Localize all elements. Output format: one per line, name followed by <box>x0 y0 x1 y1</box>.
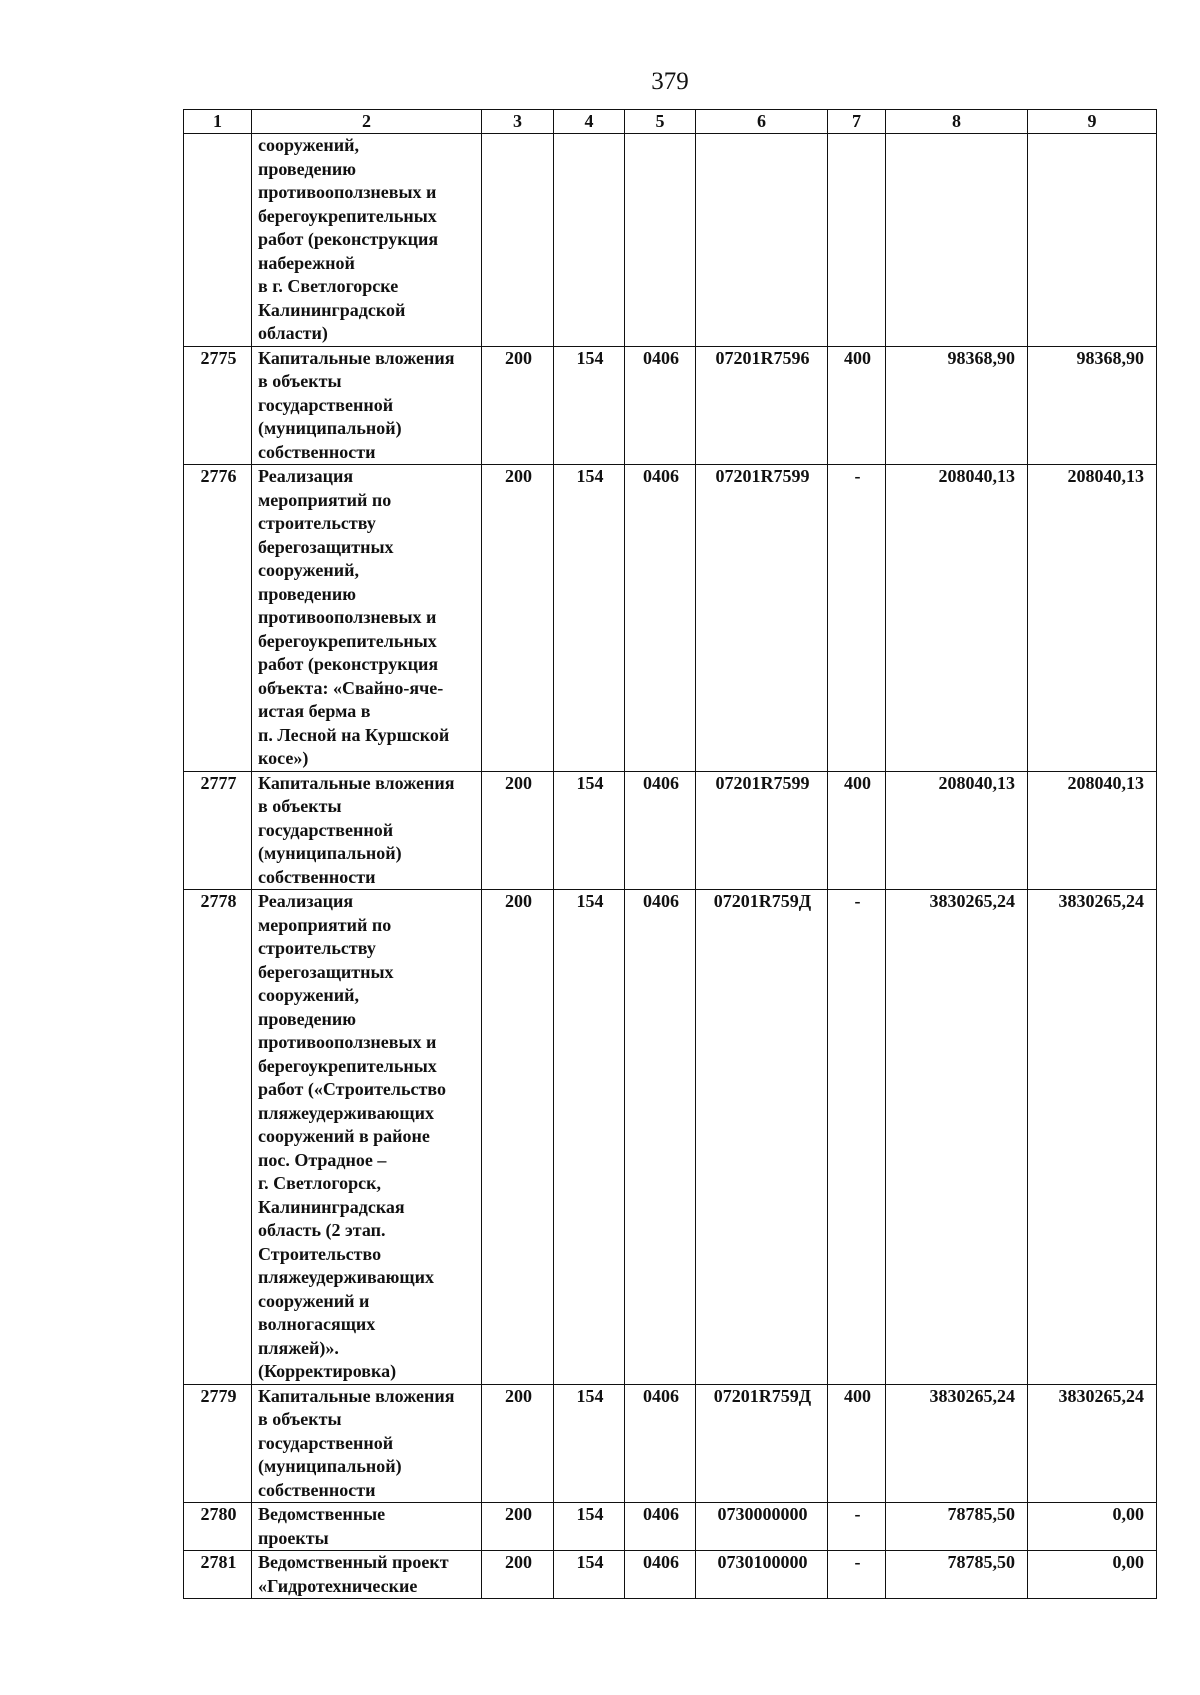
code-5-cell <box>625 134 696 347</box>
code-7-cell: - <box>828 1551 886 1599</box>
code-4-cell: 154 <box>554 1503 625 1551</box>
description-cell <box>252 134 482 347</box>
description-line: пляжеудерживающих <box>258 1267 435 1287</box>
description-line: мероприятий по <box>258 914 392 935</box>
table-row <box>184 1551 1157 1599</box>
code-6-cell: 0730000000 <box>696 1503 828 1551</box>
row-number-cell: 2781 <box>184 1551 252 1599</box>
description-line: г. Светлогорск, <box>258 1173 381 1193</box>
code-7-cell: 400 <box>828 771 886 890</box>
description-line: Строительство <box>258 1243 382 1264</box>
code-5-cell: 0406 <box>625 890 696 1385</box>
code-3-cell: 200 <box>482 771 554 890</box>
description-line: берегоукрепительных <box>258 205 437 226</box>
description-line: берегоукрепительных <box>258 1055 437 1076</box>
code-6-cell: 0730100000 <box>696 1551 828 1599</box>
amount-8-cell: 78785,50 <box>886 1503 1028 1551</box>
description-line: область (2 этап. <box>258 1220 386 1240</box>
table-row <box>184 890 1157 1385</box>
column-header: 9 <box>1028 110 1157 134</box>
description-line: проекты <box>258 1527 329 1548</box>
description-line: сооружений, <box>258 560 359 580</box>
description-line: объекта: «Свайно-яче- <box>258 677 444 698</box>
amount-9-cell: 0,00 <box>1028 1503 1157 1551</box>
description-line: Калининградской <box>258 299 406 320</box>
description-line: собственности <box>258 441 376 462</box>
code-4-cell: 154 <box>554 890 625 1385</box>
description-cell <box>252 1551 482 1599</box>
description-line: работ (реконструкция <box>258 654 439 674</box>
amount-9-cell: 3830265,24 <box>1028 1384 1157 1503</box>
code-3-cell: 200 <box>482 890 554 1385</box>
code-6-cell: 07201R7596 <box>696 346 828 465</box>
table-row <box>184 465 1157 772</box>
code-5-cell: 0406 <box>625 465 696 772</box>
code-6-cell: 07201R7599 <box>696 771 828 890</box>
amount-8-cell: 78785,50 <box>886 1551 1028 1599</box>
description-line: Капитальные вложения <box>258 772 455 793</box>
code-5-cell: 0406 <box>625 346 696 465</box>
row-number-cell: 2775 <box>184 346 252 465</box>
description-line: (муниципальной) <box>258 843 402 863</box>
description-line: Ведомственный проект <box>258 1552 449 1572</box>
description-line: Калининградская <box>258 1196 405 1217</box>
description-line: противооползневых и <box>258 182 437 202</box>
description-line: пляжеудерживающих <box>258 1102 435 1123</box>
amount-9-cell: 0,00 <box>1028 1551 1157 1599</box>
column-header: 1 <box>184 110 252 134</box>
code-3-cell <box>482 134 554 347</box>
column-header: 2 <box>252 110 482 134</box>
description-line: Капитальные вложения <box>258 347 455 368</box>
code-4-cell <box>554 134 625 347</box>
code-5-cell: 0406 <box>625 1503 696 1551</box>
description-line: строительству <box>258 938 376 958</box>
description-line: Реализация <box>258 466 354 486</box>
amount-8-cell: 208040,13 <box>886 465 1028 772</box>
code-3-cell: 200 <box>482 1551 554 1599</box>
description-line: в объекты <box>258 796 342 816</box>
description-line: сооружений в районе <box>258 1126 430 1146</box>
description-cell <box>252 771 482 890</box>
description-line: в объекты <box>258 371 342 391</box>
description-line: волногасящих <box>258 1314 376 1334</box>
description-line: берегозащитных <box>258 961 394 982</box>
description-line: (муниципальной) <box>258 1456 402 1476</box>
table-row <box>184 1503 1157 1551</box>
code-7-cell: - <box>828 1503 886 1551</box>
code-7-cell <box>828 134 886 347</box>
code-6-cell: 07201R7599 <box>696 465 828 772</box>
column-header: 4 <box>554 110 625 134</box>
amount-9-cell: 98368,90 <box>1028 346 1157 465</box>
description-line: государственной <box>258 394 394 415</box>
description-line: собственности <box>258 1479 376 1500</box>
column-header: 5 <box>625 110 696 134</box>
code-5-cell: 0406 <box>625 771 696 890</box>
table-row <box>184 134 1157 347</box>
description-line: косе») <box>258 748 309 768</box>
code-4-cell: 154 <box>554 771 625 890</box>
code-6-cell <box>696 134 828 347</box>
description-line: проведению <box>258 158 356 179</box>
code-3-cell: 200 <box>482 346 554 465</box>
description-line: противооползневых и <box>258 1032 437 1052</box>
amount-9-cell: 208040,13 <box>1028 465 1157 772</box>
description-line: набережной <box>258 252 355 273</box>
table-row <box>184 771 1157 890</box>
column-header: 3 <box>482 110 554 134</box>
code-4-cell: 154 <box>554 1384 625 1503</box>
description-line: сооружений, <box>258 985 359 1005</box>
description-line: области) <box>258 323 328 343</box>
description-line: в г. Светлогорске <box>258 276 399 296</box>
description-cell <box>252 346 482 465</box>
amount-8-cell <box>886 134 1028 347</box>
code-4-cell: 154 <box>554 346 625 465</box>
description-line: государственной <box>258 1432 394 1453</box>
description-cell <box>252 890 482 1385</box>
description-line: берегозащитных <box>258 536 394 557</box>
description-line: противооползневых и <box>258 607 437 627</box>
description-line: пляжей)». <box>258 1337 339 1358</box>
description-line: мероприятий по <box>258 489 392 510</box>
description-line: проведению <box>258 583 356 604</box>
description-line: в объекты <box>258 1409 342 1429</box>
code-3-cell: 200 <box>482 465 554 772</box>
description-line: истая берма в <box>258 701 371 721</box>
description-line: сооружений и <box>258 1290 370 1311</box>
code-6-cell: 07201R759Д <box>696 890 828 1385</box>
amount-9-cell: 208040,13 <box>1028 771 1157 890</box>
table-header-row <box>184 110 1157 134</box>
description-line: пос. Отрадное – <box>258 1149 387 1170</box>
amount-8-cell: 3830265,24 <box>886 890 1028 1385</box>
code-5-cell: 0406 <box>625 1384 696 1503</box>
amount-9-cell: 3830265,24 <box>1028 890 1157 1385</box>
description-line: сооружений, <box>258 135 359 155</box>
description-line: берегоукрепительных <box>258 630 437 651</box>
description-cell <box>252 1503 482 1551</box>
description-line: (Корректировка) <box>258 1361 397 1381</box>
code-4-cell: 154 <box>554 465 625 772</box>
amount-9-cell <box>1028 134 1157 347</box>
amount-8-cell: 208040,13 <box>886 771 1028 890</box>
table-row <box>184 1384 1157 1503</box>
code-7-cell: 400 <box>828 1384 886 1503</box>
code-6-cell: 07201R759Д <box>696 1384 828 1503</box>
amount-8-cell: 98368,90 <box>886 346 1028 465</box>
description-cell <box>252 465 482 772</box>
description-line: работ («Строительство <box>258 1079 446 1099</box>
description-line: государственной <box>258 819 394 840</box>
description-line: проведению <box>258 1008 356 1029</box>
code-7-cell: 400 <box>828 346 886 465</box>
code-3-cell: 200 <box>482 1384 554 1503</box>
code-7-cell: - <box>828 890 886 1385</box>
description-line: (муниципальной) <box>258 418 402 438</box>
row-number-cell <box>184 134 252 347</box>
column-header: 7 <box>828 110 886 134</box>
description-line: работ (реконструкция <box>258 229 439 249</box>
amount-8-cell: 3830265,24 <box>886 1384 1028 1503</box>
budget-table <box>183 109 1157 1599</box>
description-line: Ведомственные <box>258 1504 386 1524</box>
description-line: Реализация <box>258 891 354 911</box>
row-number-cell: 2780 <box>184 1503 252 1551</box>
column-header: 8 <box>886 110 1028 134</box>
description-line: п. Лесной на Куршской <box>258 724 450 745</box>
code-5-cell: 0406 <box>625 1551 696 1599</box>
code-4-cell: 154 <box>554 1551 625 1599</box>
description-line: «Гидротехнические <box>258 1575 418 1596</box>
code-3-cell: 200 <box>482 1503 554 1551</box>
row-number-cell: 2776 <box>184 465 252 772</box>
row-number-cell: 2779 <box>184 1384 252 1503</box>
description-line: собственности <box>258 866 376 887</box>
description-line: строительству <box>258 513 376 533</box>
table-row <box>184 346 1157 465</box>
code-7-cell: - <box>828 465 886 772</box>
page-number: 379 <box>651 68 689 95</box>
row-number-cell: 2778 <box>184 890 252 1385</box>
description-line: Капитальные вложения <box>258 1385 455 1406</box>
description-cell <box>252 1384 482 1503</box>
row-number-cell: 2777 <box>184 771 252 890</box>
column-header: 6 <box>696 110 828 134</box>
